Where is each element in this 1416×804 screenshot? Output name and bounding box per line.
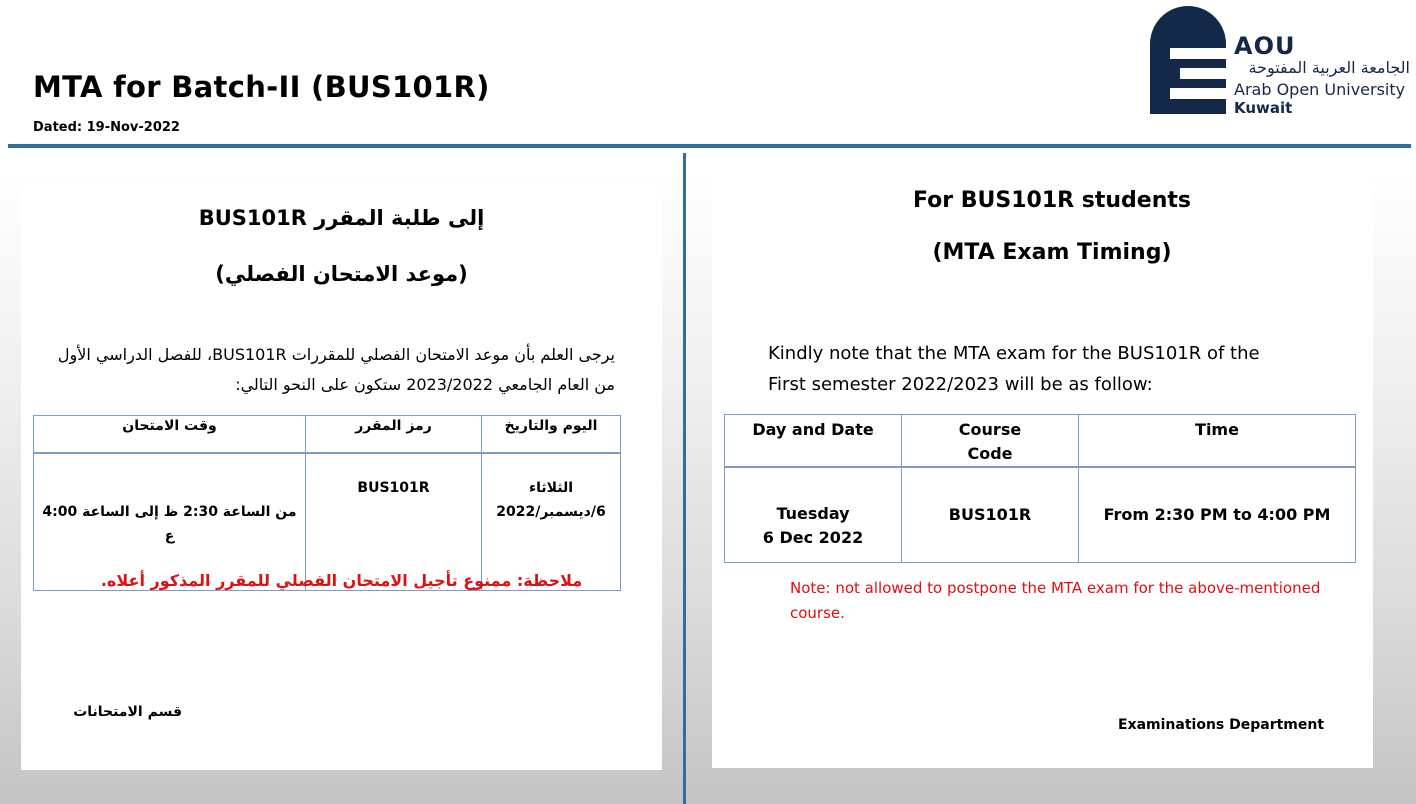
english-header-course-code — [902, 415, 1079, 468]
logo-arabic-name: الجامعة العربية المفتوحة — [1248, 58, 1410, 77]
english-title-line1: For BUS101R students — [913, 188, 1191, 213]
english-postpone-note: Note: not allowed to postpone the MTA exam for the above-mentioned course. — [790, 579, 1321, 622]
english-cell-time: From 2:30 PM to 4:00 PM — [1079, 467, 1356, 563]
arabic-time-text: من الساعة 2:30 ظ إلى الساعة 4:00 ع — [42, 504, 297, 544]
english-body-line2: First semester 2022/2023 will be as follow: — [768, 374, 1153, 395]
arabic-signature: قسم الامتحانات — [73, 704, 182, 720]
logo-abbreviation: AOU — [1234, 32, 1296, 60]
arabic-body-line2: من العام الجامعي 2023/2022 ستكون على النحو التالي: — [235, 375, 615, 394]
aou-logo-mark-icon — [1150, 6, 1226, 114]
arabic-cell-exam-time — [34, 453, 306, 591]
page-title: MTA for Batch-II (BUS101R) — [33, 70, 490, 104]
english-header-course-line1: Course — [958, 420, 1022, 439]
arabic-body-line1: يرجى العلم بأن موعد الامتحان الفصلي للمقررات BUS101R، للفصل الدراسي الأول — [57, 345, 615, 364]
logo-branch: Kuwait — [1234, 99, 1293, 117]
english-cell-date: 6 Dec 2022 — [762, 528, 864, 547]
dated-label: Dated: 19-Nov-2022 — [33, 120, 180, 135]
arabic-cell-day: الثلاثاء — [528, 480, 574, 496]
arabic-title-line1: إلى طلبة المقرر BUS101R — [198, 206, 485, 230]
english-body-line1: Kindly note that the MTA exam for the BUS101R of the — [768, 343, 1260, 364]
english-title-line2: (MTA Exam Timing) — [932, 240, 1172, 265]
english-cell-day: Tuesday — [776, 504, 850, 523]
english-cell-day-date — [725, 467, 902, 563]
panel-divider — [683, 153, 686, 804]
logo-english-name: Arab Open University — [1234, 80, 1406, 99]
table-row — [725, 467, 1356, 563]
english-cell-course-code: BUS101R — [902, 467, 1079, 563]
arabic-cell-course-code: BUS101R — [306, 453, 482, 591]
arabic-header-day-date: اليوم والتاريخ — [482, 416, 621, 454]
table-row — [34, 453, 621, 591]
arabic-title-line2: (موعد الامتحان الفصلي) — [215, 262, 468, 286]
english-header-day-date: Day and Date — [725, 415, 902, 468]
english-header-course-line2: Code — [967, 444, 1013, 463]
arabic-notice-panel — [21, 186, 662, 770]
header — [0, 0, 1416, 150]
arabic-postpone-note: ملاحظة: ممنوع تأجيل الامتحان الفصلي للمقرر المذكور أعلاه. — [100, 571, 583, 590]
arabic-header-exam-time: وقت الامتحان — [34, 416, 306, 454]
arabic-exam-table — [33, 415, 621, 591]
english-signature: Examinations Department — [1118, 717, 1325, 733]
english-header-time: Time — [1079, 415, 1356, 468]
english-notice-panel — [712, 178, 1373, 768]
arabic-cell-date: 6/ديسمبر/2022 — [496, 504, 606, 520]
english-exam-table — [724, 414, 1356, 563]
header-divider — [8, 144, 1411, 148]
aou-logo — [1150, 6, 1412, 118]
arabic-cell-day-date — [482, 453, 621, 591]
arabic-header-course-code: رمز المقرر — [306, 416, 482, 454]
